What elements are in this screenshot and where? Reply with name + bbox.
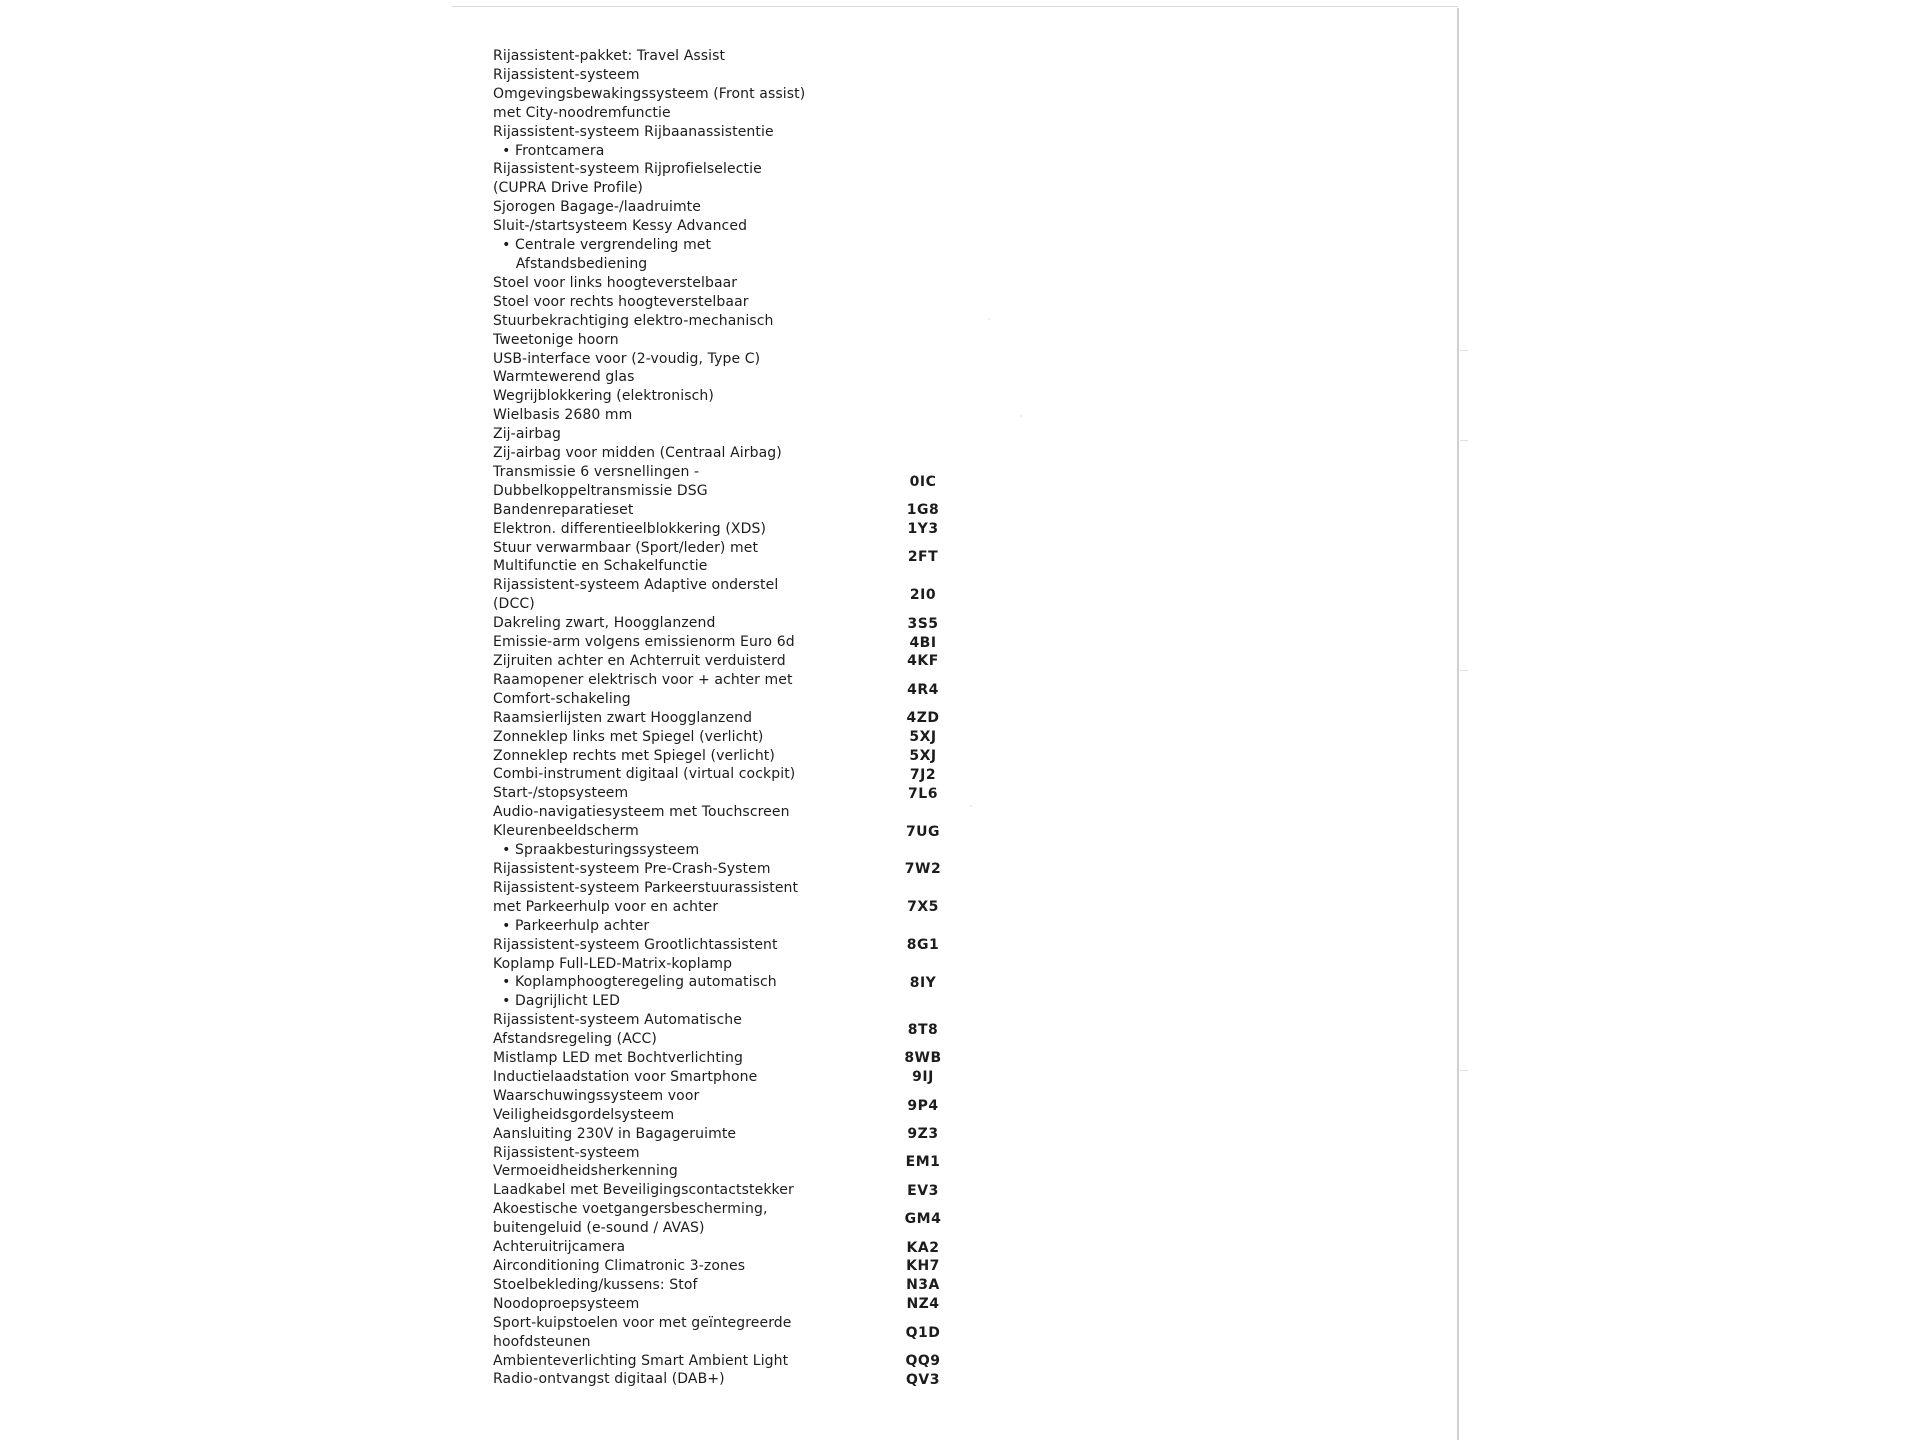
equipment-row <box>493 1125 953 1144</box>
option-code: 1G8 <box>906 502 940 519</box>
equipment-description <box>493 1370 823 1389</box>
description-line: Kleurenbeeldscherm <box>493 823 639 840</box>
equipment-description <box>493 1314 823 1352</box>
description-line: Stoel voor links hoogteverstelbaar <box>493 274 738 291</box>
description-line: • Spraakbesturingssysteem <box>493 842 700 859</box>
option-code: EV3 <box>907 1182 939 1199</box>
equipment-row <box>493 1068 953 1087</box>
equipment-description <box>493 1238 823 1257</box>
description-line: Rijassistent-systeem Grootlichtassistent <box>493 936 778 953</box>
equipment-row <box>493 671 953 709</box>
option-code: 7X5 <box>907 899 939 916</box>
description-line: Zijruiten achter en Achterruit verduisterd <box>493 653 786 669</box>
description-line: Transmissie 6 versnellingen - <box>493 463 700 480</box>
equipment-row <box>493 350 953 369</box>
equipment-description <box>493 160 823 198</box>
equipment-row <box>493 368 953 387</box>
description-line: Tweetonige hoorn <box>493 331 619 348</box>
equipment-description <box>493 955 823 1012</box>
equipment-list <box>493 47 953 1389</box>
scan-speck <box>970 805 972 807</box>
option-code: QQ9 <box>905 1352 941 1369</box>
description-line: Afstandsbediening <box>493 255 648 272</box>
description-line: Zonneklep links met Spiegel (verlicht) <box>493 728 764 745</box>
equipment-description <box>493 520 823 539</box>
equipment-description <box>493 274 823 293</box>
description-line: Rijassistent-systeem Adaptive onderstel <box>493 577 779 594</box>
description-line: Stoel voor rechts hoogteverstelbaar <box>493 293 749 310</box>
description-line: Koplamp Full-LED-Matrix-koplamp <box>493 955 733 972</box>
equipment-row <box>493 614 953 633</box>
equipment-description <box>493 331 823 350</box>
equipment-row <box>493 406 953 425</box>
option-code: 4R4 <box>907 681 939 698</box>
equipment-description <box>493 1068 823 1087</box>
equipment-row <box>493 1011 953 1049</box>
equipment-row <box>493 1276 953 1295</box>
equipment-description <box>493 671 823 709</box>
description-line: Rijassistent-systeem Rijprofielselectie <box>493 161 762 178</box>
description-line: (CUPRA Drive Profile) <box>493 180 643 197</box>
equipment-description <box>493 217 823 274</box>
option-code: QV3 <box>906 1371 940 1388</box>
option-code: 7W2 <box>904 861 942 878</box>
description-line: • Frontcamera <box>493 142 605 159</box>
description-line: Dakreling zwart, Hoogglanzend <box>493 615 716 632</box>
option-code: 7L6 <box>908 785 938 802</box>
equipment-description <box>493 728 823 747</box>
description-line: Rijassistent-systeem <box>493 66 640 83</box>
equipment-row <box>493 1144 953 1182</box>
description-line: Combi-instrument digitaal (virtual cockpit) <box>493 766 796 783</box>
equipment-description <box>493 765 823 784</box>
option-code: Q1D <box>905 1324 941 1341</box>
equipment-row <box>493 312 953 331</box>
description-line: Bandenreparatieset <box>493 501 634 518</box>
equipment-description <box>493 1125 823 1144</box>
description-line: Rijassistent-systeem Rijbaanassistentie <box>493 123 774 140</box>
equipment-row <box>493 539 953 577</box>
equipment-description <box>493 85 823 123</box>
equipment-row <box>493 217 953 274</box>
description-line: Wegrijblokkering (elektronisch) <box>493 388 714 405</box>
equipment-description <box>493 501 823 520</box>
option-code: KH7 <box>906 1258 940 1275</box>
description-line: Audio-navigatiesysteem met Touchscreen <box>493 804 790 821</box>
equipment-row <box>493 274 953 293</box>
description-line: Veiligheidsgordelsysteem <box>493 1106 675 1123</box>
equipment-description <box>493 1352 823 1371</box>
equipment-description <box>493 198 823 217</box>
description-line: met City-noodremfunctie <box>493 104 671 121</box>
equipment-row <box>493 501 953 520</box>
equipment-row <box>493 633 953 652</box>
equipment-row <box>493 1238 953 1257</box>
equipment-row <box>493 955 953 1012</box>
option-code: 1Y3 <box>907 521 939 538</box>
equipment-row <box>493 784 953 803</box>
description-line: (DCC) <box>493 596 535 613</box>
description-line: Zonneklep rechts met Spiegel (verlicht) <box>493 747 775 764</box>
equipment-row <box>493 1087 953 1125</box>
equipment-row <box>493 728 953 747</box>
equipment-row <box>493 652 953 671</box>
equipment-description <box>493 123 823 161</box>
option-code: EM1 <box>905 1154 941 1171</box>
equipment-row <box>493 936 953 955</box>
equipment-row <box>493 1314 953 1352</box>
description-line: Warmtewerend glas <box>493 369 635 386</box>
description-line: Afstandsregeling (ACC) <box>493 1031 657 1048</box>
equipment-row <box>493 160 953 198</box>
equipment-row <box>493 709 953 728</box>
equipment-row <box>493 1352 953 1371</box>
equipment-description <box>493 1276 823 1295</box>
option-code: 5XJ <box>909 729 937 746</box>
option-code: 9P4 <box>907 1097 939 1114</box>
equipment-description <box>493 425 823 444</box>
equipment-row <box>493 66 953 85</box>
equipment-description <box>493 1087 823 1125</box>
description-line: Ambienteverlichting Smart Ambient Light <box>493 1352 789 1369</box>
equipment-description <box>493 784 823 803</box>
description-line: Elektron. differentieelblokkering (XDS) <box>493 520 767 537</box>
description-line: Emissie-arm volgens emissienorm Euro 6d <box>493 634 795 651</box>
description-line: Omgevingsbewakingssysteem (Front assist) <box>493 85 806 102</box>
equipment-description <box>493 539 823 577</box>
description-line: Radio-ontvangst digitaal (DAB+) <box>493 1371 725 1388</box>
equipment-row <box>493 123 953 161</box>
equipment-row <box>493 803 953 860</box>
description-line: Stoelbekleding/kussens: Stof <box>493 1276 698 1293</box>
description-line: Achteruitrijcamera <box>493 1239 626 1256</box>
description-line: Zij-airbag voor midden (Centraal Airbag) <box>493 445 782 462</box>
description-line: Rijassistent-systeem Pre-Crash-System <box>493 860 771 877</box>
option-code: 7UG <box>905 823 941 840</box>
description-line: • Centrale vergrendeling met <box>493 237 712 254</box>
option-code: 8IY <box>909 974 937 991</box>
option-code: 7J2 <box>909 766 937 783</box>
equipment-row <box>493 1181 953 1200</box>
equipment-description <box>493 1295 823 1314</box>
option-code: GM4 <box>904 1211 942 1228</box>
description-line: Stuurbekrachtiging elektro-mechanisch <box>493 312 774 329</box>
equipment-description <box>493 1049 823 1068</box>
description-line: Dubbelkoppeltransmissie DSG <box>493 482 708 499</box>
page-right-edge <box>1457 8 1459 1440</box>
description-line: Multifunctie en Schakelfunctie <box>493 558 708 575</box>
equipment-description <box>493 387 823 406</box>
equipment-row <box>493 331 953 350</box>
equipment-description <box>493 312 823 331</box>
equipment-row <box>493 293 953 312</box>
description-line: Raamopener elektrisch voor + achter met <box>493 671 793 688</box>
description-line: Rijassistent-systeem Automatische <box>493 1012 742 1029</box>
scan-speck <box>988 318 990 320</box>
equipment-description <box>493 1011 823 1049</box>
equipment-row <box>493 387 953 406</box>
option-code: 2FT <box>907 549 939 566</box>
equipment-row <box>493 747 953 766</box>
option-code: 8WB <box>904 1050 942 1067</box>
description-line: Aansluiting 230V in Bagageruimte <box>493 1125 737 1142</box>
option-code: N3A <box>906 1277 940 1294</box>
page-top-edge <box>452 6 1458 7</box>
equipment-description <box>493 1200 823 1238</box>
equipment-description <box>493 803 823 860</box>
equipment-description <box>493 1257 823 1276</box>
equipment-row <box>493 1200 953 1238</box>
description-line: USB-interface voor (2-voudig, Type C) <box>493 350 761 367</box>
equipment-row <box>493 47 953 66</box>
option-code: 3S5 <box>907 615 939 632</box>
description-line: met Parkeerhulp voor en achter <box>493 898 719 915</box>
equipment-description <box>493 1181 823 1200</box>
scan-speck <box>1020 415 1022 417</box>
equipment-description <box>493 860 823 879</box>
description-line: hoofdsteunen <box>493 1333 591 1350</box>
description-line: Start-/stopsysteem <box>493 785 629 802</box>
description-line: Akoestische voetgangersbescherming, <box>493 1201 768 1218</box>
option-code: 8G1 <box>906 937 940 954</box>
description-line: Sport-kuipstoelen voor met geïntegreerde <box>493 1314 792 1331</box>
description-line: Sluit-/startsysteem Kessy Advanced <box>493 218 748 235</box>
equipment-row <box>493 425 953 444</box>
equipment-row <box>493 576 953 614</box>
equipment-description <box>493 576 823 614</box>
equipment-description <box>493 444 823 463</box>
description-line: Mistlamp LED met Bochtverlichting <box>493 1050 743 1067</box>
description-line: Comfort-schakeling <box>493 690 631 707</box>
description-line: Rijassistent-systeem Parkeerstuurassistent <box>493 879 799 896</box>
equipment-row <box>493 1049 953 1068</box>
option-code: 2I0 <box>909 587 937 604</box>
description-line: Airconditioning Climatronic 3-zones <box>493 1258 746 1274</box>
equipment-row <box>493 463 953 501</box>
description-line: Vermoeidheidsherkenning <box>493 1163 678 1180</box>
description-line: Laadkabel met Beveiligingscontactstekker <box>493 1182 794 1199</box>
description-line: Raamsierlijsten zwart Hoogglanzend <box>493 709 753 726</box>
equipment-description <box>493 406 823 425</box>
equipment-description <box>493 350 823 369</box>
option-code: 8T8 <box>907 1022 939 1039</box>
edge-mark <box>1460 350 1468 351</box>
option-code: 4BI <box>909 634 937 651</box>
description-line: Sjorogen Bagage-/laadruimte <box>493 199 701 216</box>
description-line: • Dagrijlicht LED <box>493 993 621 1010</box>
description-line: • Koplamphoogteregeling automatisch <box>493 974 777 991</box>
option-code: 4KF <box>907 653 939 670</box>
equipment-row <box>493 1257 953 1276</box>
equipment-row <box>493 520 953 539</box>
edge-mark <box>1460 440 1468 441</box>
description-line: Noodoproepsysteem <box>493 1295 640 1312</box>
description-line: Rijassistent-pakket: Travel Assist <box>493 48 726 64</box>
equipment-row <box>493 1295 953 1314</box>
description-line: Wielbasis 2680 mm <box>493 407 633 424</box>
description-line: buitengeluid (e-sound / AVAS) <box>493 1220 705 1237</box>
equipment-description <box>493 463 823 501</box>
description-line: Stuur verwarmbaar (Sport/leder) met <box>493 539 759 556</box>
equipment-description <box>493 652 823 671</box>
equipment-description <box>493 614 823 633</box>
description-line: Waarschuwingssysteem voor <box>493 1087 700 1104</box>
option-code: NZ4 <box>906 1296 940 1313</box>
equipment-description <box>493 47 823 66</box>
option-code: 5XJ <box>909 747 937 764</box>
equipment-row <box>493 879 953 936</box>
option-code: 0IC <box>909 473 937 490</box>
equipment-row <box>493 860 953 879</box>
option-code: 9IJ <box>912 1069 934 1086</box>
description-line: • Parkeerhulp achter <box>493 917 650 934</box>
description-line: Inductielaadstation voor Smartphone <box>493 1068 758 1085</box>
equipment-description <box>493 368 823 387</box>
option-code: 9Z3 <box>907 1126 939 1143</box>
description-line: Zij-airbag <box>493 426 561 443</box>
equipment-row <box>493 444 953 463</box>
description-line: Rijassistent-systeem <box>493 1144 640 1161</box>
equipment-description <box>493 709 823 728</box>
equipment-row <box>493 85 953 123</box>
equipment-row <box>493 765 953 784</box>
equipment-description <box>493 747 823 766</box>
equipment-row <box>493 198 953 217</box>
equipment-description <box>493 936 823 955</box>
equipment-description <box>493 66 823 85</box>
equipment-row <box>493 1370 953 1389</box>
equipment-description <box>493 1144 823 1182</box>
edge-mark <box>1460 670 1468 671</box>
equipment-description <box>493 293 823 312</box>
option-code: 4ZD <box>906 710 940 727</box>
option-code: KA2 <box>906 1239 940 1256</box>
edge-mark <box>1460 1070 1468 1071</box>
equipment-description <box>493 633 823 652</box>
equipment-description <box>493 879 823 936</box>
